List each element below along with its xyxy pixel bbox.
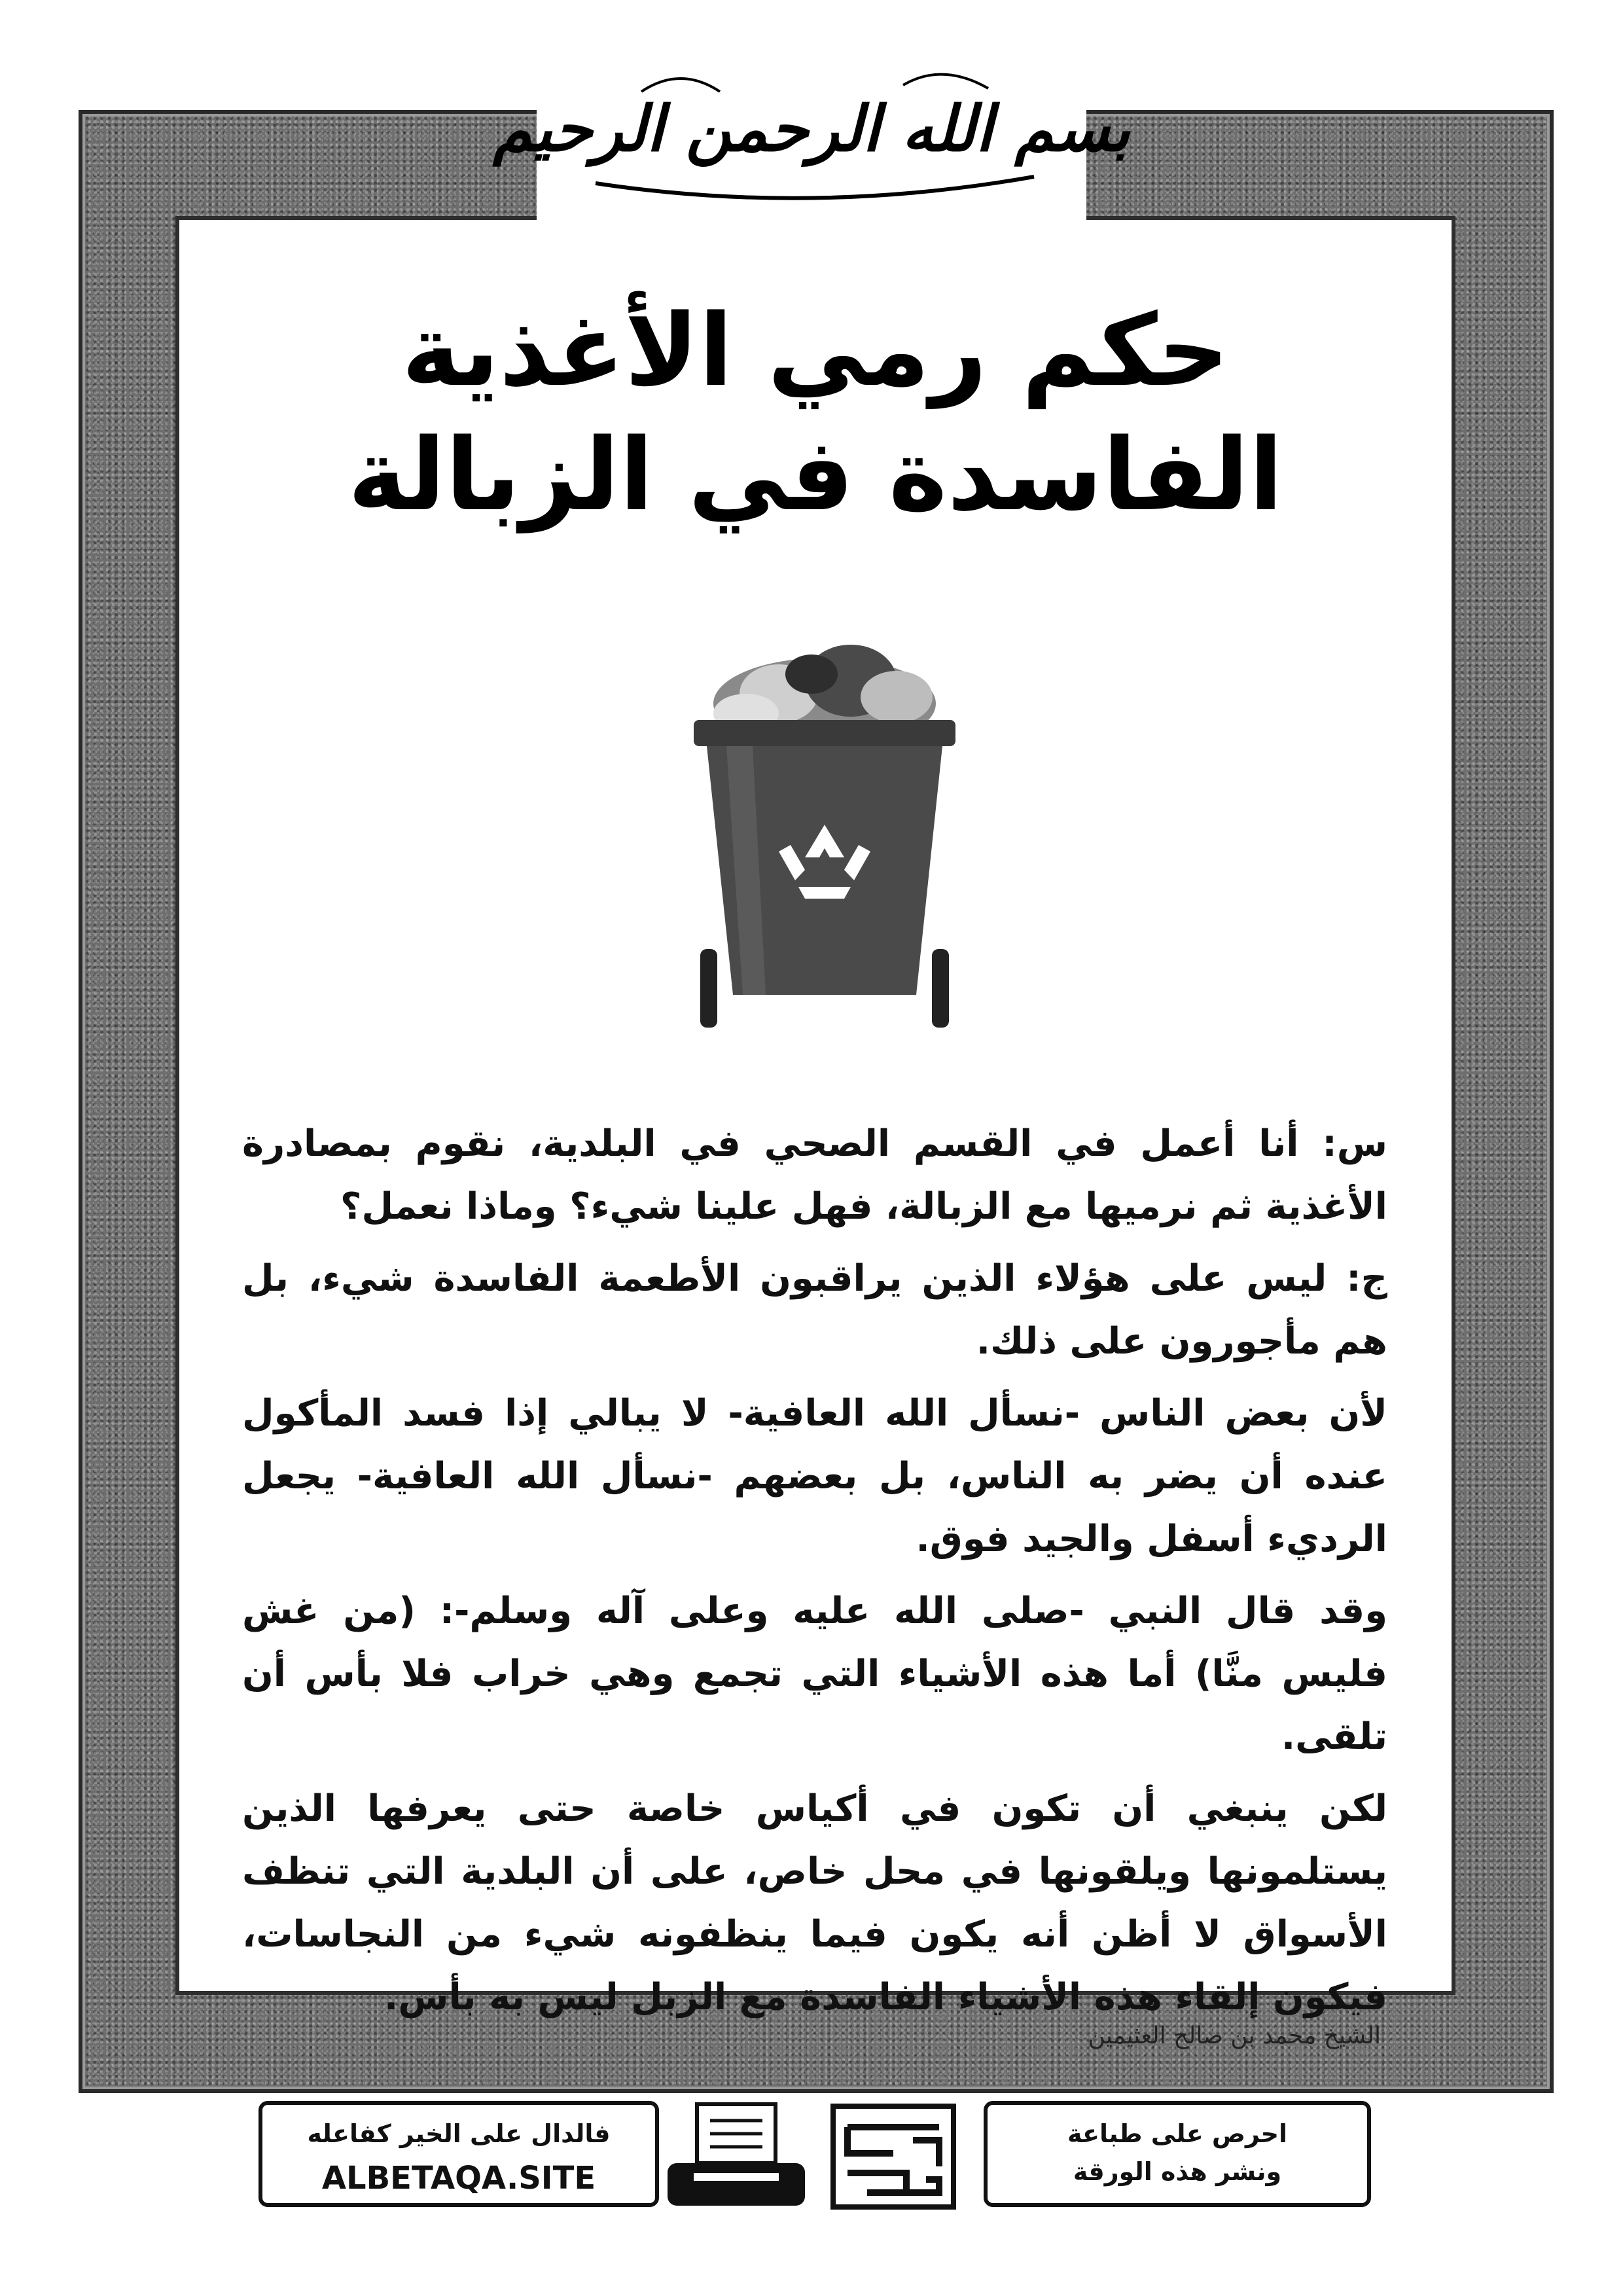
recycle-bin-illustration: [681, 628, 969, 1047]
bin-wheel-left: [700, 949, 717, 1028]
footer-print-line-1: احرص على طباعة: [1067, 2119, 1288, 2148]
footer-slogan: فالدال على الخير كفاعله: [307, 2119, 611, 2148]
basmala-calligraphy: [493, 52, 1130, 216]
printer-icon: [661, 2101, 812, 2212]
body-paragraph: لكن ينبغي أن تكون في أكياس خاصة حتى يعرفها الذين يستلمونها ويلقونها في محل خاص، على أن البلدية التي تنظف الأسواق لا أظن أنه يكون فيما ينظفونه شيء من النجاسات، فيكون إلقاء هذه الأشياء الفاسدة مع الزبل ليس به بأس.: [242, 1787, 1387, 2018]
body-paragraph: وقد قال النبي -صلى الله عليه وعلى آله وسلم-: (من غش فليس منَّا) أما هذه الأشياء التي تجمع وهي خراب فلا بأس أن تلقى.: [242, 1590, 1387, 1758]
answer-paragraph: ج: ليس على هؤلاء الذين يراقبون الأطعمة الفاسدة شيء، بل هم مأجورون على ذلك.: [242, 1257, 1387, 1363]
bin-wheel-right: [932, 949, 949, 1028]
page-title-line-2: الفاسدة في الزبالة: [348, 417, 1283, 533]
page-title-line-1: حكم رمي الأغذية: [401, 293, 1230, 408]
dawat-alwaraqa-logo: [828, 2101, 959, 2212]
basmala-text: بسم الله الرحمن الرحيم: [493, 92, 1130, 166]
footer-site-link[interactable]: ALBETAQA.SITE: [321, 2160, 596, 2197]
article-body: [242, 1113, 1387, 2038]
body-paragraph: لأن بعض الناس -نسأل الله العافية- لا يبالي إذا فسد المأكول عنده أن يضر به الناس، بل بعضهم -نسأل الله العافية- يجعل الرديء أسفل والجيد فوق.: [242, 1392, 1387, 1560]
footer-print-box: [984, 2101, 1371, 2207]
footer-site-box: [259, 2101, 659, 2207]
footer: [259, 2101, 1371, 2225]
question-paragraph: س: أنا أعمل في القسم الصحي في البلدية، نقوم بمصادرة الأغذية ثم نرميها مع الزبالة، فهل علينا شيء؟ وماذا نعمل؟: [242, 1122, 1387, 1228]
bin-lid: [694, 720, 955, 746]
author-credit: الشيخ محمد بن صالح العثيمين: [1088, 2022, 1381, 2049]
footer-print-line-2: ونشر هذه الورقة: [1073, 2157, 1282, 2186]
